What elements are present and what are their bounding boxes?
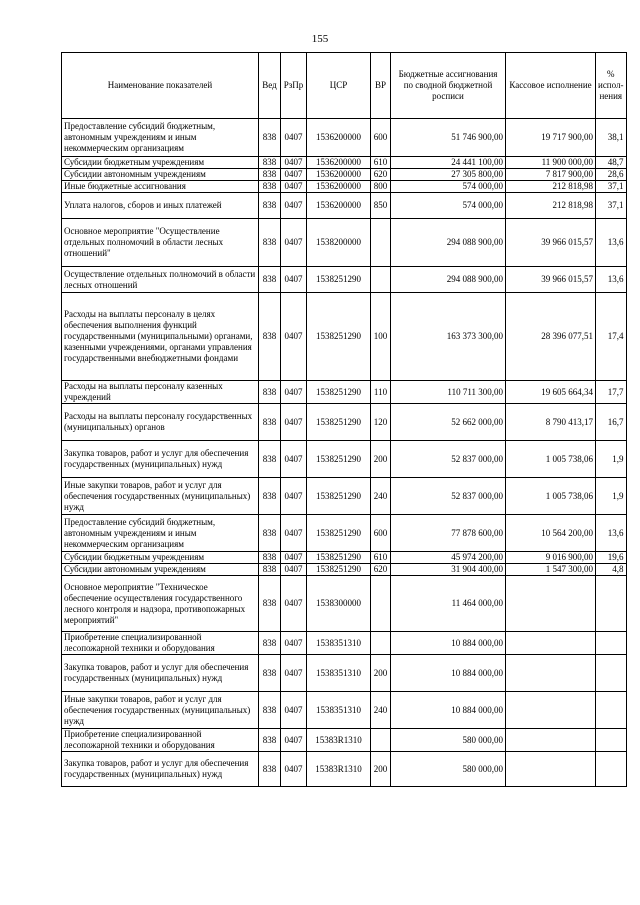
row-rzpr: 0407	[281, 632, 307, 655]
row-rzpr: 0407	[281, 404, 307, 441]
row-csr: 1538351310	[307, 655, 371, 692]
table-header-row	[62, 53, 627, 119]
row-name: Субсидии автономным учреждениям	[62, 169, 259, 181]
table-row	[62, 632, 627, 655]
row-csr: 1538251290	[307, 515, 371, 552]
row-assignments: 77 878 600,00	[391, 515, 506, 552]
row-name: Иные бюджетные ассигнования	[62, 181, 259, 193]
row-assignments: 45 974 200,00	[391, 552, 506, 564]
row-ved: 838	[259, 515, 281, 552]
row-csr: 1538300000	[307, 576, 371, 632]
table-row	[62, 515, 627, 552]
row-cash	[506, 655, 596, 692]
header-vr: ВР	[371, 53, 391, 119]
row-rzpr: 0407	[281, 655, 307, 692]
row-name: Основное мероприятие "Техническое обеспечение осуществления государственного лесного контроля и надзора, противопожарных мероприятий"	[62, 576, 259, 632]
row-rzpr: 0407	[281, 564, 307, 576]
row-percent: 28,6	[596, 169, 627, 181]
row-vr: 240	[371, 478, 391, 515]
row-vr	[371, 267, 391, 293]
row-csr: 15383R1310	[307, 752, 371, 787]
row-vr: 240	[371, 692, 391, 729]
row-assignments: 574 000,00	[391, 181, 506, 193]
row-csr: 1536200000	[307, 181, 371, 193]
row-rzpr: 0407	[281, 478, 307, 515]
row-percent	[596, 729, 627, 752]
row-vr: 620	[371, 564, 391, 576]
row-vr: 200	[371, 752, 391, 787]
table-row	[62, 193, 627, 219]
row-vr: 120	[371, 404, 391, 441]
row-percent: 17,7	[596, 381, 627, 404]
row-name: Основное мероприятие "Осуществление отдельных полномочий в области лесных отношений"	[62, 219, 259, 267]
table-row	[62, 157, 627, 169]
row-rzpr: 0407	[281, 293, 307, 381]
row-rzpr: 0407	[281, 381, 307, 404]
row-vr	[371, 729, 391, 752]
row-ved: 838	[259, 381, 281, 404]
row-percent: 16,7	[596, 404, 627, 441]
row-ved: 838	[259, 293, 281, 381]
row-percent	[596, 752, 627, 787]
row-rzpr: 0407	[281, 169, 307, 181]
table-row	[62, 441, 627, 478]
row-percent: 1,9	[596, 441, 627, 478]
header-assignments: Бюджетные ассигнования по сводной бюджетной росписи	[391, 53, 506, 119]
row-name: Приобретение специализированной лесопожарной техники и оборудования	[62, 632, 259, 655]
row-cash: 28 396 077,51	[506, 293, 596, 381]
row-percent: 1,9	[596, 478, 627, 515]
header-name: Наименование показателей	[62, 53, 259, 119]
row-cash: 11 900 000,00	[506, 157, 596, 169]
row-cash	[506, 692, 596, 729]
row-vr	[371, 219, 391, 267]
row-assignments: 52 837 000,00	[391, 478, 506, 515]
row-rzpr: 0407	[281, 752, 307, 787]
row-csr: 1538251290	[307, 293, 371, 381]
row-cash	[506, 752, 596, 787]
row-ved: 838	[259, 169, 281, 181]
row-name: Закупка товаров, работ и услуг для обеспечения государственных (муниципальных) нужд	[62, 655, 259, 692]
row-name: Субсидии автономным учреждениям	[62, 564, 259, 576]
row-cash: 19 605 664,34	[506, 381, 596, 404]
row-name: Расходы на выплаты персоналу в целях обеспечения выполнения функций государственными (муниципальными) органами, казенными учреждениями, органами управления государственными внебюджетными фондами	[62, 293, 259, 381]
row-percent: 13,6	[596, 219, 627, 267]
row-percent: 38,1	[596, 119, 627, 157]
row-name: Иные закупки товаров, работ и услуг для обеспечения государственных (муниципальных) нужд	[62, 692, 259, 729]
table-row	[62, 552, 627, 564]
row-vr	[371, 576, 391, 632]
row-percent	[596, 655, 627, 692]
row-ved: 838	[259, 552, 281, 564]
row-ved: 838	[259, 729, 281, 752]
page-number: 155	[311, 33, 329, 45]
row-csr: 1536200000	[307, 193, 371, 219]
row-vr: 610	[371, 552, 391, 564]
row-assignments: 10 884 000,00	[391, 692, 506, 729]
row-assignments: 294 088 900,00	[391, 219, 506, 267]
row-ved: 838	[259, 219, 281, 267]
row-csr: 1538351310	[307, 632, 371, 655]
row-percent: 13,6	[596, 267, 627, 293]
row-vr: 610	[371, 157, 391, 169]
row-rzpr: 0407	[281, 119, 307, 157]
row-ved: 838	[259, 157, 281, 169]
table-row	[62, 478, 627, 515]
row-ved: 838	[259, 404, 281, 441]
row-assignments: 52 662 000,00	[391, 404, 506, 441]
table-row	[62, 293, 627, 381]
table-row	[62, 404, 627, 441]
row-name: Иные закупки товаров, работ и услуг для обеспечения государственных (муниципальных) нужд	[62, 478, 259, 515]
row-percent	[596, 576, 627, 632]
row-cash: 7 817 900,00	[506, 169, 596, 181]
row-csr: 15383R1310	[307, 729, 371, 752]
row-assignments: 294 088 900,00	[391, 267, 506, 293]
row-rzpr: 0407	[281, 157, 307, 169]
header-rzpr: РзПр	[281, 53, 307, 119]
row-assignments: 24 441 100,00	[391, 157, 506, 169]
row-ved: 838	[259, 752, 281, 787]
header-ved: Вед	[259, 53, 281, 119]
row-assignments: 10 884 000,00	[391, 632, 506, 655]
row-name: Субсидии бюджетным учреждениям	[62, 157, 259, 169]
row-name: Уплата налогов, сборов и иных платежей	[62, 193, 259, 219]
row-cash: 9 016 900,00	[506, 552, 596, 564]
row-assignments: 163 373 300,00	[391, 293, 506, 381]
row-name: Предоставление субсидий бюджетным, автономным учреждениям и иным некоммерческим организациям	[62, 515, 259, 552]
row-name: Расходы на выплаты персоналу казенных учреждений	[62, 381, 259, 404]
row-csr: 1538251290	[307, 267, 371, 293]
row-percent	[596, 692, 627, 729]
row-assignments: 52 837 000,00	[391, 441, 506, 478]
table-row	[62, 729, 627, 752]
row-cash: 8 790 413,17	[506, 404, 596, 441]
row-name: Закупка товаров, работ и услуг для обеспечения государственных (муниципальных) нужд	[62, 752, 259, 787]
row-rzpr: 0407	[281, 181, 307, 193]
table-row	[62, 752, 627, 787]
table-row	[62, 692, 627, 729]
row-ved: 838	[259, 692, 281, 729]
row-csr: 1538251290	[307, 441, 371, 478]
row-vr: 800	[371, 181, 391, 193]
row-ved: 838	[259, 478, 281, 515]
row-ved: 838	[259, 119, 281, 157]
row-csr: 1538351310	[307, 692, 371, 729]
row-cash	[506, 632, 596, 655]
row-rzpr: 0407	[281, 515, 307, 552]
row-ved: 838	[259, 181, 281, 193]
row-cash: 10 564 200,00	[506, 515, 596, 552]
row-percent	[596, 632, 627, 655]
row-name: Осуществление отдельных полномочий в области лесных отношений	[62, 267, 259, 293]
row-rzpr: 0407	[281, 729, 307, 752]
row-name: Предоставление субсидий бюджетным, автономным учреждениям и иным некоммерческим организациям	[62, 119, 259, 157]
row-assignments: 10 884 000,00	[391, 655, 506, 692]
budget-table	[61, 52, 627, 787]
row-ved: 838	[259, 193, 281, 219]
row-name: Субсидии бюджетным учреждениям	[62, 552, 259, 564]
header-csr: ЦСР	[307, 53, 371, 119]
row-rzpr: 0407	[281, 692, 307, 729]
row-vr: 200	[371, 655, 391, 692]
row-percent: 37,1	[596, 193, 627, 219]
row-ved: 838	[259, 576, 281, 632]
row-assignments: 574 000,00	[391, 193, 506, 219]
row-percent: 19,6	[596, 552, 627, 564]
row-vr: 620	[371, 169, 391, 181]
table-row	[62, 169, 627, 181]
row-csr: 1536200000	[307, 157, 371, 169]
table-row	[62, 267, 627, 293]
row-rzpr: 0407	[281, 552, 307, 564]
header-percent: % испол-нения	[596, 53, 627, 119]
row-cash: 19 717 900,00	[506, 119, 596, 157]
row-cash: 39 966 015,57	[506, 267, 596, 293]
row-csr: 1538251290	[307, 381, 371, 404]
row-assignments: 110 711 300,00	[391, 381, 506, 404]
row-rzpr: 0407	[281, 193, 307, 219]
row-percent: 48,7	[596, 157, 627, 169]
row-cash: 1 005 738,06	[506, 441, 596, 478]
row-csr: 1538251290	[307, 552, 371, 564]
row-csr: 1538200000	[307, 219, 371, 267]
row-cash	[506, 729, 596, 752]
row-vr: 200	[371, 441, 391, 478]
row-assignments: 27 305 800,00	[391, 169, 506, 181]
row-cash: 39 966 015,57	[506, 219, 596, 267]
table-row	[62, 119, 627, 157]
row-csr: 1538251290	[307, 564, 371, 576]
row-percent: 4,8	[596, 564, 627, 576]
row-assignments: 580 000,00	[391, 729, 506, 752]
row-vr	[371, 632, 391, 655]
row-name: Закупка товаров, работ и услуг для обеспечения государственных (муниципальных) нужд	[62, 441, 259, 478]
row-assignments: 31 904 400,00	[391, 564, 506, 576]
row-rzpr: 0407	[281, 441, 307, 478]
table-row	[62, 181, 627, 193]
row-assignments: 11 464 000,00	[391, 576, 506, 632]
table-row	[62, 219, 627, 267]
row-name: Расходы на выплаты персоналу государственных (муниципальных) органов	[62, 404, 259, 441]
row-vr: 110	[371, 381, 391, 404]
row-vr: 600	[371, 119, 391, 157]
row-ved: 838	[259, 441, 281, 478]
row-ved: 838	[259, 267, 281, 293]
table-row	[62, 655, 627, 692]
row-csr: 1538251290	[307, 404, 371, 441]
row-ved: 838	[259, 655, 281, 692]
row-csr: 1536200000	[307, 169, 371, 181]
row-cash	[506, 576, 596, 632]
row-rzpr: 0407	[281, 576, 307, 632]
row-assignments: 51 746 900,00	[391, 119, 506, 157]
row-ved: 838	[259, 564, 281, 576]
row-csr: 1538251290	[307, 478, 371, 515]
row-cash: 1 005 738,06	[506, 478, 596, 515]
row-cash: 212 818,98	[506, 193, 596, 219]
row-csr: 1536200000	[307, 119, 371, 157]
row-vr: 600	[371, 515, 391, 552]
row-ved: 838	[259, 632, 281, 655]
row-assignments: 580 000,00	[391, 752, 506, 787]
row-percent: 37,1	[596, 181, 627, 193]
row-cash: 1 547 300,00	[506, 564, 596, 576]
table-row	[62, 564, 627, 576]
row-cash: 212 818,98	[506, 181, 596, 193]
row-rzpr: 0407	[281, 219, 307, 267]
row-percent: 17,4	[596, 293, 627, 381]
row-percent: 13,6	[596, 515, 627, 552]
row-name: Приобретение специализированной лесопожарной техники и оборудования	[62, 729, 259, 752]
table-row	[62, 381, 627, 404]
header-cash: Кассовое исполнение	[506, 53, 596, 119]
table-row	[62, 576, 627, 632]
row-rzpr: 0407	[281, 267, 307, 293]
row-vr: 850	[371, 193, 391, 219]
row-vr: 100	[371, 293, 391, 381]
